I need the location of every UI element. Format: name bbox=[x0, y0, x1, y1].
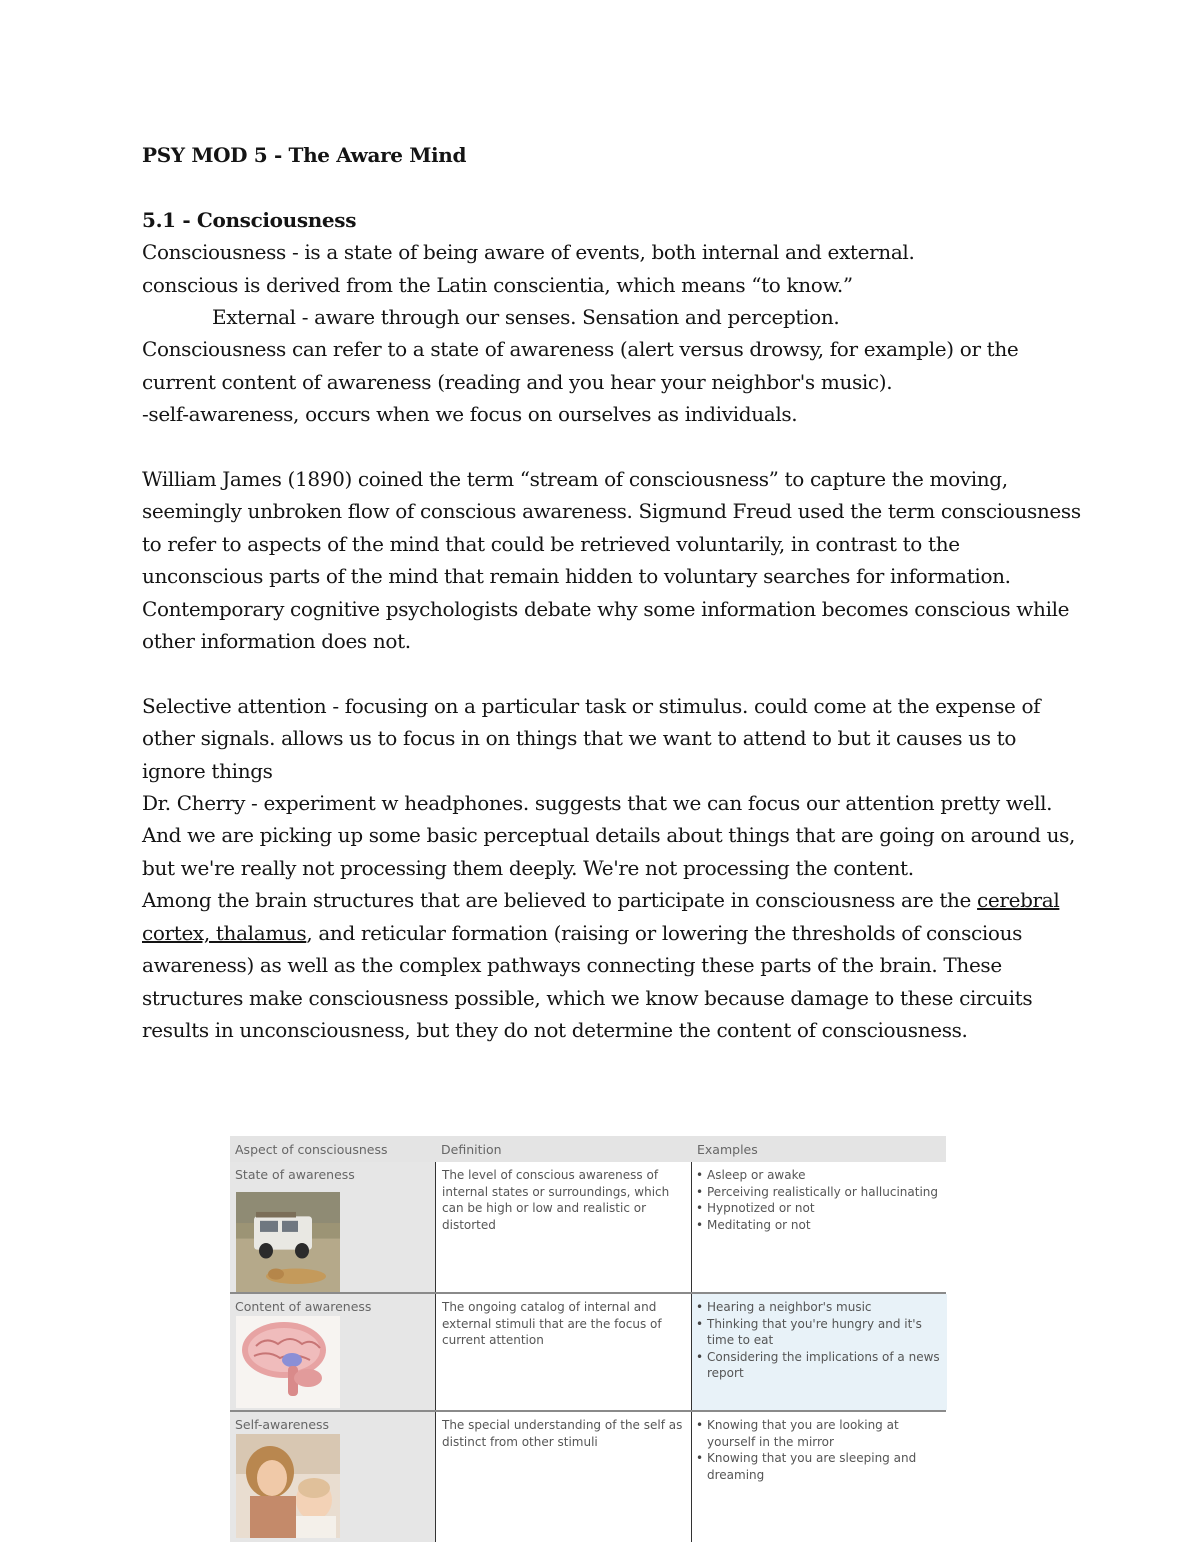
paragraph: William James (1890) coined the term “stream of consciousness” to capture the moving, seemingly unbroken flow of conscious awareness. Sigmund Freud used the term consciousness to refer to aspects of the mind that could be retrieved voluntarily, in contrast to the unconscious parts of the mind that remain hidden to voluntary searches for information. Contemporary cognitive psychologists debate why some information becomes conscious while other information does not. bbox=[142, 467, 1081, 654]
underlined-text: cerebral cortex, thalamus bbox=[142, 888, 1060, 945]
list-item: • Knowing that you are sleeping and dreaming bbox=[696, 1450, 943, 1483]
blank-line bbox=[142, 657, 1082, 689]
header-aspect: Aspect of consciousness bbox=[235, 1142, 388, 1157]
examples-list bbox=[696, 1299, 943, 1382]
examples-list bbox=[696, 1417, 943, 1483]
paragraph-text: , and reticular formation (raising or lowering the thresholds of conscious awareness) as well as the complex pathways connecting these parts of the brain. These structures make consciousness possible, which we know because damage to these circuits results in unconsciousness, but they do not determine the content of consciousness. bbox=[142, 920, 1033, 1042]
paragraph: Consciousness - is a state of being aware of events, both internal and external. bbox=[142, 240, 915, 265]
list-item: • Hearing a neighbor's music bbox=[696, 1299, 943, 1316]
blank-line bbox=[142, 171, 1082, 203]
paragraph-text: Among the brain structures that are believed to participate in consciousness are the bbox=[142, 888, 978, 913]
header-examples: Examples bbox=[697, 1142, 758, 1157]
list-item: • Thinking that you're hungry and it's time to eat bbox=[696, 1316, 943, 1349]
document-body bbox=[142, 139, 1082, 1046]
blank-line bbox=[142, 431, 1082, 463]
aspect-label: Content of awareness bbox=[235, 1299, 372, 1314]
paragraph: -self-awareness, occurs when we focus on ourselves as individuals. bbox=[142, 402, 798, 427]
list-item: • Asleep or awake bbox=[696, 1167, 943, 1184]
table-row bbox=[230, 1162, 946, 1292]
list-item: • Considering the implications of a news report bbox=[696, 1349, 943, 1382]
paragraph bbox=[142, 884, 1082, 1046]
table-row bbox=[230, 1412, 946, 1542]
list-item: • Perceiving realistically or hallucinating bbox=[696, 1184, 943, 1201]
examples-list bbox=[696, 1167, 943, 1233]
paragraph: Selective attention - focusing on a particular task or stimulus. could come at the expense of other signals. allows us to focus in on things that we want to attend to but it causes us to ignore things bbox=[142, 693, 1041, 783]
mother-and-baby-photo bbox=[236, 1434, 340, 1538]
paragraph-indented: External - aware through our senses. Sensation and perception. bbox=[212, 305, 840, 330]
definition-text: The special understanding of the self as distinct from other stimuli bbox=[442, 1418, 683, 1449]
document-title: PSY MOD 5 - The Aware Mind bbox=[142, 143, 467, 167]
aspect-label: Self-awareness bbox=[235, 1417, 330, 1432]
paragraph: Dr. Cherry - experiment w headphones. suggests that we can focus our attention pretty well. And we are picking up some basic perceptual details about things that are going on around us, but we're really not processing them deeply. We're not processing the content. bbox=[142, 791, 1076, 880]
aspect-label: State of awareness bbox=[235, 1167, 355, 1182]
definition-text: The level of conscious awareness of internal states or surroundings, which can be high or low and realistic or distorted bbox=[442, 1168, 670, 1232]
paragraph: Consciousness can refer to a state of awareness (alert versus drowsy, for example) or the current content of awareness (reading and you hear your neighbor's music). bbox=[142, 337, 1019, 394]
table-header bbox=[230, 1136, 946, 1162]
definition-text: The ongoing catalog of internal and external stimuli that are the focus of current attention bbox=[442, 1300, 662, 1347]
list-item: • Meditating or not bbox=[696, 1217, 943, 1234]
list-item: • Knowing that you are looking at yourself in the mirror bbox=[696, 1417, 943, 1450]
list-item: • Hypnotized or not bbox=[696, 1200, 943, 1217]
section-heading: 5.1 - Consciousness bbox=[142, 207, 357, 232]
safari-jeep-photo bbox=[236, 1192, 340, 1294]
table-row bbox=[230, 1294, 946, 1410]
paragraph: conscious is derived from the Latin conscientia, which means “to know.” bbox=[142, 272, 853, 297]
header-definition: Definition bbox=[441, 1142, 502, 1157]
consciousness-aspects-table bbox=[230, 1136, 946, 1542]
brain-illustration bbox=[236, 1316, 340, 1408]
